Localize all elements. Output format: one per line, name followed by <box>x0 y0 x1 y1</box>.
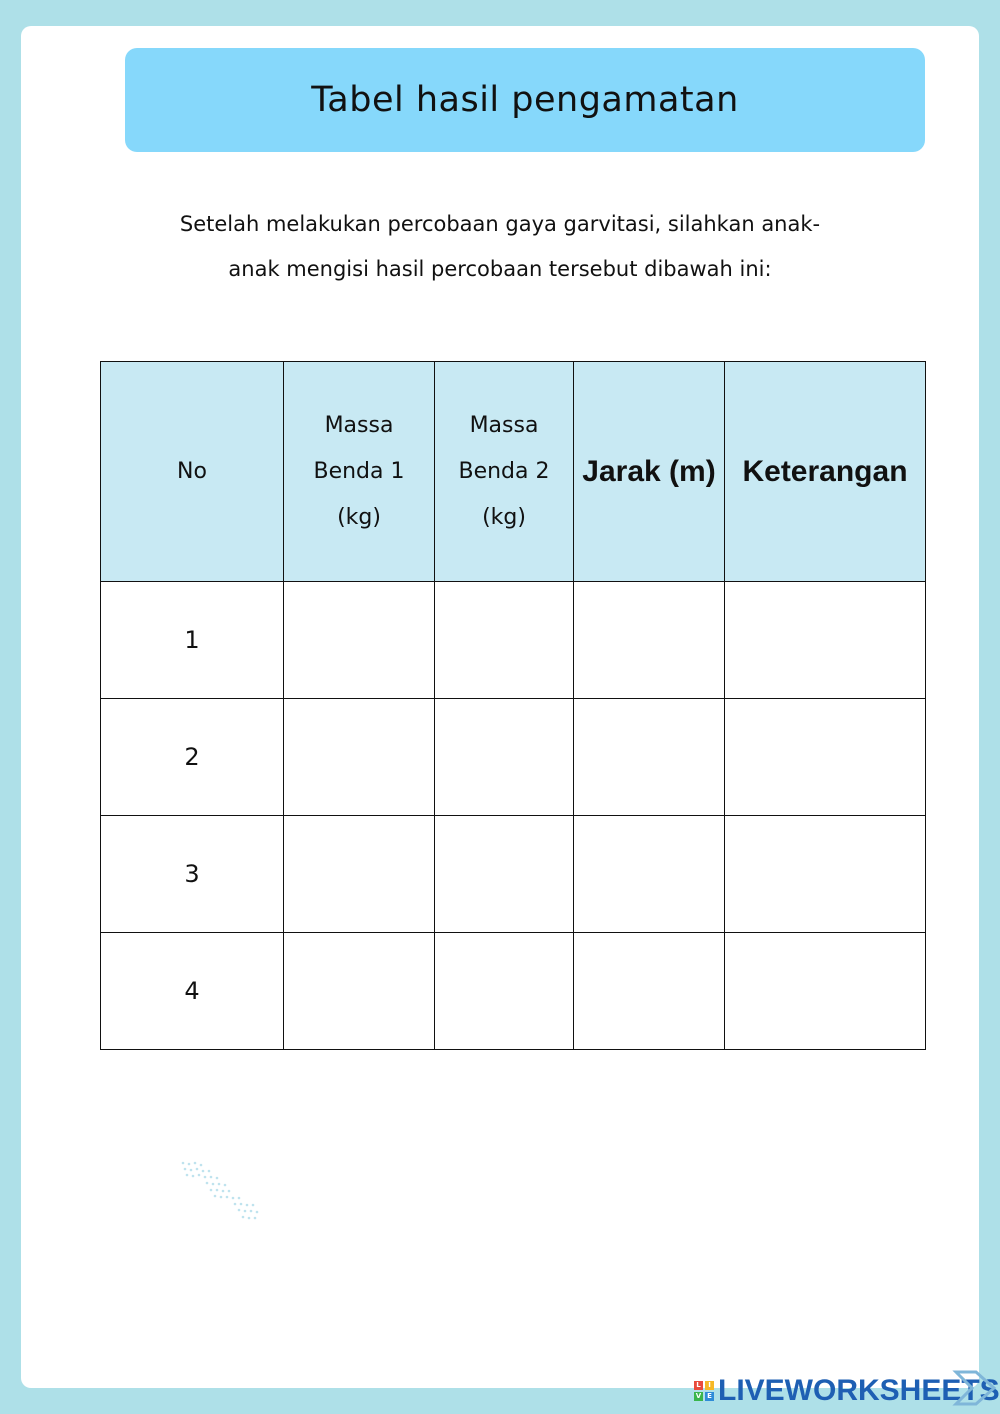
table-row <box>101 933 926 1050</box>
cell-massa-benda-1[interactable] <box>284 582 435 699</box>
cell-keterangan[interactable] <box>725 816 926 933</box>
header-massa-benda-2-line: (kg) <box>482 504 526 530</box>
cell-jarak[interactable] <box>574 699 725 816</box>
cell-massa-benda-2[interactable] <box>435 582 574 699</box>
cell-jarak[interactable] <box>574 816 725 933</box>
title-banner <box>125 48 925 152</box>
instructions-line-1: Setelah melakukan percobaan gaya garvitasi, silahkan anak- <box>179 212 821 236</box>
next-page-arrow-icon[interactable] <box>950 1362 1000 1414</box>
instructions-line-2: anak mengisi hasil percobaan tersebut dibawah ini: <box>228 257 772 281</box>
liveworksheets-logo-icon <box>694 1381 714 1401</box>
cell-no: 3 <box>101 816 284 933</box>
header-massa-benda-2-line: Benda 2 <box>458 458 550 484</box>
cell-jarak[interactable] <box>574 933 725 1050</box>
header-no: No <box>101 362 284 582</box>
header-massa-benda-1-line: Benda 1 <box>313 458 405 484</box>
logo-letter: I <box>705 1381 714 1390</box>
header-massa-benda-2-line: Massa <box>469 412 539 438</box>
cell-jarak[interactable] <box>574 582 725 699</box>
observation-table <box>100 361 926 1050</box>
header-massa-benda-1-line: (kg) <box>337 504 381 530</box>
cell-no: 1 <box>101 582 284 699</box>
logo-letter: L <box>694 1381 703 1390</box>
page-title: Tabel hasil pengamatan <box>311 80 739 120</box>
cell-massa-benda-1[interactable] <box>284 933 435 1050</box>
logo-letter: V <box>695 1392 702 1400</box>
table-header-row <box>101 362 926 582</box>
cell-massa-benda-2[interactable] <box>435 816 574 933</box>
cell-keterangan[interactable] <box>725 699 926 816</box>
table-row <box>101 582 926 699</box>
cell-massa-benda-2[interactable] <box>435 699 574 816</box>
header-jarak: Jarak (m) <box>574 362 725 582</box>
cell-no: 4 <box>101 933 284 1050</box>
header-massa-benda-2 <box>435 362 574 582</box>
table-row <box>101 699 926 816</box>
header-massa-benda-1 <box>284 362 435 582</box>
cell-massa-benda-2[interactable] <box>435 933 574 1050</box>
logo-letter: E <box>705 1392 714 1401</box>
decorative-dots <box>180 1160 260 1222</box>
cell-massa-benda-1[interactable] <box>284 699 435 816</box>
header-massa-benda-1-line: Massa <box>324 412 394 438</box>
instructions <box>110 202 890 292</box>
table-row <box>101 816 926 933</box>
header-keterangan: Keterangan <box>725 362 926 582</box>
cell-no: 2 <box>101 699 284 816</box>
cell-keterangan[interactable] <box>725 582 926 699</box>
cell-keterangan[interactable] <box>725 933 926 1050</box>
cell-massa-benda-1[interactable] <box>284 816 435 933</box>
brand-name: LIVEWORKSHEETS <box>718 1374 1000 1407</box>
